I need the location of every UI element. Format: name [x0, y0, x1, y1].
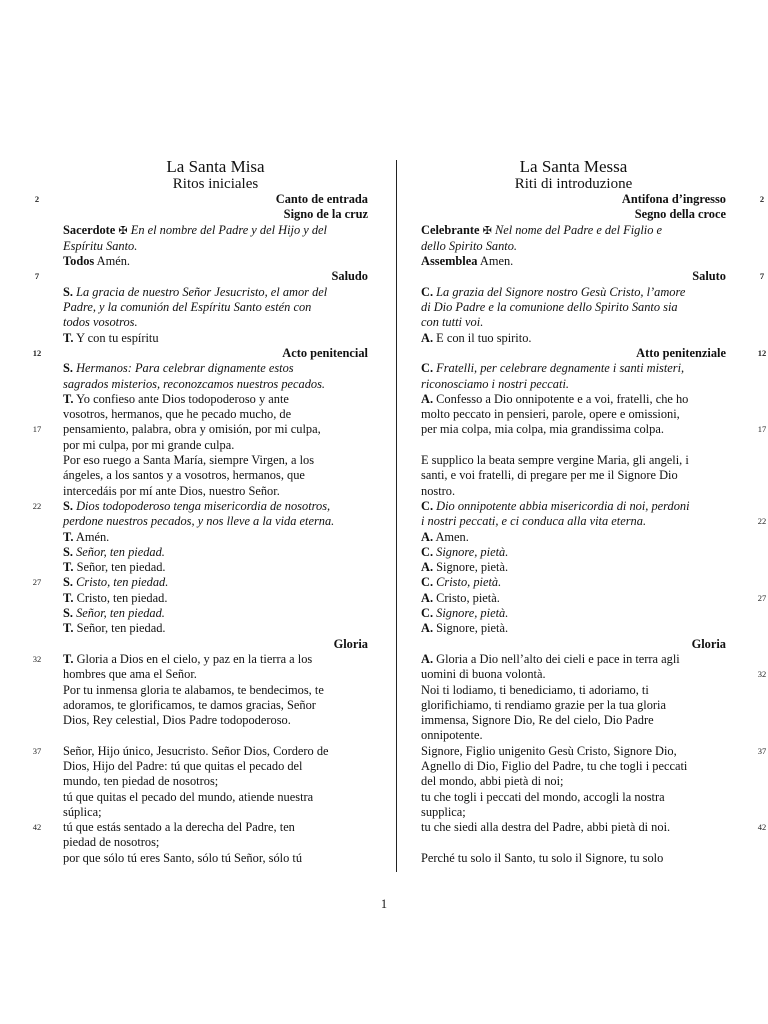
speaker-label: T. [63, 590, 74, 605]
line-text: dello Spirito Santo. [421, 238, 518, 253]
section-subtitle: Ritos iniciales [172, 176, 259, 192]
speaker-label: A. [421, 651, 434, 666]
text-line [63, 407, 368, 422]
text-line [421, 239, 726, 254]
line-text: Amen. [479, 254, 514, 269]
line-text: Dio onnipotente abbia misericordia di noi, perdoni [436, 498, 690, 513]
text-line [421, 820, 767, 835]
text-line [63, 468, 368, 483]
text-line [63, 545, 368, 560]
line-text: molto peccato in pensieri, parole, opere e omissioni, [421, 407, 680, 422]
text-line [63, 484, 368, 499]
speaker-label: A. [421, 391, 434, 406]
section-heading [421, 345, 767, 361]
text-line [63, 759, 368, 774]
text-line [63, 514, 368, 529]
line-text: Cristo, ten piedad. [76, 590, 168, 605]
line-number: 27 [32, 577, 42, 588]
heading-text: Saluto [692, 269, 726, 284]
text-line [63, 606, 368, 621]
section-heading [34, 269, 368, 284]
speaker-label: S. [63, 498, 73, 513]
speaker-label: T. [63, 651, 74, 666]
line-text: Fratelli, per celebrare degnamente i santi misteri, [436, 361, 685, 376]
line-text: pensamiento, palabra, obra y omisión, por mi culpa, [63, 422, 321, 437]
text-line [32, 422, 368, 437]
text-line [63, 683, 368, 698]
text-line [421, 453, 726, 468]
line-text: ángeles, a los santos y a vosotros, hermanos, que [63, 468, 305, 483]
text-line [32, 498, 368, 514]
line-text: immensa, Signore Dio, Re del cielo, Dio Padre [421, 713, 654, 728]
line-text: Cristo, pietà. [436, 590, 500, 605]
line-text: Dios todopoderoso tenga misericordia de nosotros, [76, 498, 331, 513]
line-text: tu che siedi alla destra del Padre, abbi pietà di noi. [421, 820, 671, 835]
line-text: Noi ti lodiamo, ti benediciamo, ti adoriamo, ti [421, 682, 649, 697]
section-heading [63, 207, 368, 222]
text-line [421, 606, 726, 621]
text-line [421, 499, 726, 514]
line-text: Padre, y la comunión del Espíritu Santo estén con [63, 300, 312, 315]
text-line [421, 667, 767, 682]
text-line [63, 851, 368, 866]
text-line [63, 621, 368, 636]
text-line [63, 300, 368, 315]
text-line [421, 484, 726, 499]
heading-text: Atto penitenziale [636, 345, 726, 360]
heading-text: Acto penitencial [282, 345, 368, 360]
speaker-label: Assemblea [421, 254, 478, 269]
line-text: hombres que ama el Señor. [63, 667, 197, 682]
line-text: supplica; [421, 804, 466, 819]
text-line [32, 820, 368, 835]
column-body [32, 192, 368, 866]
spanish-column [32, 157, 368, 866]
speaker-label: T. [63, 560, 74, 575]
speaker-label: C. [421, 544, 434, 559]
line-text: Por tu inmensa gloria te alabamos, te bendecimos, te [63, 682, 324, 697]
line-text: Amén. [96, 254, 131, 269]
line-text: con tutti voi. [421, 315, 484, 330]
line-number: 12 [757, 347, 767, 358]
section-heading [421, 207, 726, 222]
text-line [63, 361, 368, 376]
line-text: Cristo, pietà. [436, 575, 502, 590]
text-line [421, 254, 726, 269]
section-heading [34, 192, 368, 207]
text-line [421, 774, 726, 789]
line-text: Signore, Figlio unigenito Gesù Cristo, Signore Dio, [421, 743, 677, 758]
text-line [63, 438, 368, 453]
speaker-label: A. [421, 590, 434, 605]
text-line [32, 651, 368, 667]
heading-text: Canto de entrada [275, 192, 368, 206]
line-text: mundo, ten piedad de nosotros; [63, 774, 219, 789]
text-line [63, 453, 368, 468]
line-text: Amén. [75, 529, 110, 544]
line-number: 37 [757, 745, 767, 756]
line-text: glorifichiamo, ti rendiamo grazie per la tua gloria [421, 697, 666, 712]
line-text: Perché tu solo il Santo, tu solo il Signore, tu solo [421, 850, 664, 865]
text-line [421, 331, 726, 346]
line-text: Cristo, ten piedad. [76, 575, 169, 590]
speaker-label: S. [63, 284, 73, 299]
line-text: Señor, ten piedad. [76, 560, 166, 575]
line-text: En el nombre del Padre y del Hijo y del [130, 222, 327, 237]
line-number: 22 [757, 516, 767, 527]
line-text: Dios, Hijo del Padre: tú que quitas el pecado del [63, 758, 303, 773]
line-text: sagrados misterios, reconozcamos nuestros pecados. [63, 376, 326, 391]
line-number: 2 [759, 194, 765, 204]
column-body [421, 192, 767, 866]
line-text: vosotros, hermanos, que he pecado mucho, de [63, 407, 292, 422]
blank-line [63, 728, 368, 743]
heading-text: Antifona d’ingresso [621, 192, 726, 206]
page-title: La Santa Misa [166, 157, 265, 176]
blank-line [421, 835, 726, 850]
heading-text: Segno della croce [634, 207, 726, 222]
text-line [421, 514, 767, 529]
speaker-label: T. [63, 391, 74, 406]
line-text: Gloria a Dio nell’alto dei cieli e pace in terra agli [436, 651, 680, 666]
speaker-label: Sacerdote [63, 222, 116, 237]
section-heading [421, 269, 765, 284]
text-line [421, 361, 726, 376]
text-line [421, 560, 726, 575]
text-line [63, 331, 368, 346]
line-number: 32 [757, 669, 767, 680]
text-line [63, 774, 368, 789]
section-heading [63, 637, 368, 652]
text-line [421, 713, 726, 728]
line-text: Signore, pietà. [436, 544, 509, 559]
page-number: 1 [380, 897, 388, 911]
speaker-label: S. [63, 606, 73, 621]
line-text: Confesso a Dio onnipotente e a voi, fratelli, che ho [436, 391, 689, 406]
line-number: 27 [757, 592, 767, 603]
line-number: 37 [32, 745, 42, 756]
text-line [421, 392, 726, 407]
heading-text: Gloria [691, 636, 726, 651]
line-text: Señor, ten piedad. [76, 621, 166, 636]
text-line [32, 743, 368, 759]
line-text: Yo confieso ante Dios todopoderoso y ante [76, 391, 289, 406]
line-text: uomini di buona volontà. [421, 667, 546, 682]
text-line [421, 575, 726, 590]
speaker-label: S. [63, 361, 73, 376]
line-text: tu che togli i peccati del mondo, accogli la nostra [421, 789, 665, 804]
speaker-label: C. [421, 284, 434, 299]
text-line [421, 790, 726, 805]
line-text: súplica; [63, 804, 102, 819]
text-line [421, 743, 767, 759]
text-line [421, 683, 726, 698]
line-text: por que sólo tú eres Santo, sólo tú Señor, sólo tú [63, 850, 303, 865]
speaker-label: C. [421, 575, 434, 590]
speaker-label: C. [421, 606, 434, 621]
line-number: 42 [32, 822, 42, 833]
line-number: 12 [32, 347, 42, 358]
text-line [421, 590, 767, 606]
line-text: riconosciamo i nostri peccati. [421, 376, 569, 391]
speaker-label: A. [421, 560, 434, 575]
line-text: Hermanos: Para celebrar dignamente estos [76, 361, 294, 376]
line-text: intercedáis por mí ante Dios, nuestro Señor. [63, 483, 280, 498]
line-number: 17 [757, 424, 767, 435]
section-heading [421, 637, 726, 652]
text-line [63, 591, 368, 606]
line-text: tú que quitas el pecado del mundo, atiende nuestra [63, 789, 314, 804]
speaker-label: T. [63, 529, 74, 544]
line-text: per mia colpa, mia colpa, mia grandissima colpa. [421, 422, 664, 437]
speaker-label: Todos [63, 254, 95, 269]
line-text: di Dio Padre e la comunione dello Spirito Santo sia [421, 300, 678, 315]
text-line [32, 575, 368, 590]
line-text: todos vosotros. [63, 315, 138, 330]
section-heading [421, 192, 765, 207]
speaker-label: T. [63, 621, 74, 636]
line-text: La gracia de nuestro Señor Jesucristo, el amor del [76, 284, 328, 299]
line-number: 32 [32, 653, 42, 664]
line-text: i nostri peccati, e ci conduca alla vita eterna. [421, 514, 647, 529]
italian-column [421, 157, 767, 866]
text-line [421, 652, 726, 667]
line-number: 42 [757, 822, 767, 833]
heading-text: Saludo [331, 269, 368, 284]
text-line [63, 377, 368, 392]
line-number: 17 [32, 424, 42, 435]
text-line [421, 315, 726, 330]
text-line [421, 759, 726, 774]
text-line [421, 851, 726, 866]
line-text: Signore, pietà. [436, 560, 509, 575]
column-divider [396, 160, 397, 872]
line-text: Nel nome del Padre e del Figlio e [494, 222, 663, 237]
line-text: Señor, ten piedad. [76, 544, 165, 559]
section-subtitle: Riti di introduzione [514, 176, 633, 192]
speaker-label: Celebrante [421, 222, 480, 237]
text-line [63, 223, 368, 239]
blank-line [421, 438, 726, 453]
text-line [421, 805, 726, 820]
line-text: adoramos, te glorificamos, te damos gracias, Señor [63, 697, 316, 712]
line-text: del mondo, abbi pietà di noi; [421, 774, 564, 789]
text-line [63, 835, 368, 850]
speaker-label: C. [421, 361, 434, 376]
line-text: piedad de nosotros; [63, 835, 160, 850]
text-line [421, 422, 767, 437]
line-text: E supplico la beata sempre vergine Maria, gli angeli, i [421, 453, 689, 468]
text-line [63, 392, 368, 407]
text-line [63, 790, 368, 805]
text-line [421, 698, 726, 713]
line-text: E con il tuo spirito. [436, 330, 532, 345]
text-line [63, 239, 368, 254]
section-heading [32, 345, 368, 361]
text-line [421, 621, 726, 636]
line-text: por mi culpa, por mi grande culpa. [63, 437, 235, 452]
text-line [63, 667, 368, 682]
line-text: perdone nuestros pecados, y nos lleve a la vida eterna. [63, 514, 335, 529]
text-line [63, 285, 368, 300]
cross-icon: ✠ [118, 224, 128, 237]
text-line [63, 713, 368, 728]
text-line [421, 300, 726, 315]
line-text: Y con tu espíritu [76, 330, 159, 345]
line-number: 7 [759, 271, 765, 282]
line-text: tú que estás sentado a la derecha del Padre, ten [63, 820, 295, 835]
text-line [63, 560, 368, 575]
text-line [421, 285, 726, 300]
text-line [421, 377, 726, 392]
line-text: santi, e voi fratelli, di pregare per me il Signore Dio [421, 468, 678, 483]
line-text: Amen. [435, 529, 469, 544]
heading-text: Gloria [333, 636, 368, 651]
line-text: Signore, pietà. [436, 606, 509, 621]
line-text: Dios, Rey celestial, Dios Padre todopoderoso. [63, 713, 291, 728]
speaker-label: S. [63, 544, 73, 559]
line-text: onnipotente. [421, 728, 483, 743]
line-text: Signore, pietà. [436, 621, 509, 636]
text-line [421, 545, 726, 560]
speaker-label: T. [63, 330, 74, 345]
speaker-label: A. [421, 621, 434, 636]
line-text: La grazia del Signore nostro Gesù Cristo, l’amore [436, 284, 686, 299]
line-number: 7 [34, 271, 40, 282]
text-line [63, 315, 368, 330]
line-text: nostro. [421, 483, 456, 498]
line-text: Agnello di Dio, Figlio del Padre, tu che togli i peccati [421, 758, 688, 773]
text-line [421, 223, 726, 239]
line-number: 22 [32, 500, 42, 511]
text-line [63, 698, 368, 713]
heading-text: Signo de la cruz [283, 207, 368, 222]
line-text: Espíritu Santo. [63, 238, 138, 253]
text-line [63, 530, 368, 545]
text-line [421, 728, 726, 743]
line-text: Por eso ruego a Santa María, siempre Virgen, a los [63, 453, 315, 468]
text-line [63, 254, 368, 269]
text-line [421, 468, 726, 483]
line-text: Gloria a Dios en el cielo, y paz en la tierra a los [76, 651, 313, 666]
speaker-label: S. [63, 575, 73, 590]
text-line [421, 407, 726, 422]
speaker-label: C. [421, 498, 434, 513]
page-title: La Santa Messa [519, 157, 628, 176]
speaker-label: A. [421, 529, 434, 544]
line-text: Señor, Hijo único, Jesucristo. Señor Dios, Cordero de [63, 743, 329, 758]
speaker-label: A. [421, 330, 434, 345]
line-number: 2 [34, 194, 40, 204]
text-line [421, 530, 726, 545]
cross-icon: ✠ [482, 224, 492, 237]
line-text: Señor, ten piedad. [76, 606, 165, 621]
text-line [63, 805, 368, 820]
